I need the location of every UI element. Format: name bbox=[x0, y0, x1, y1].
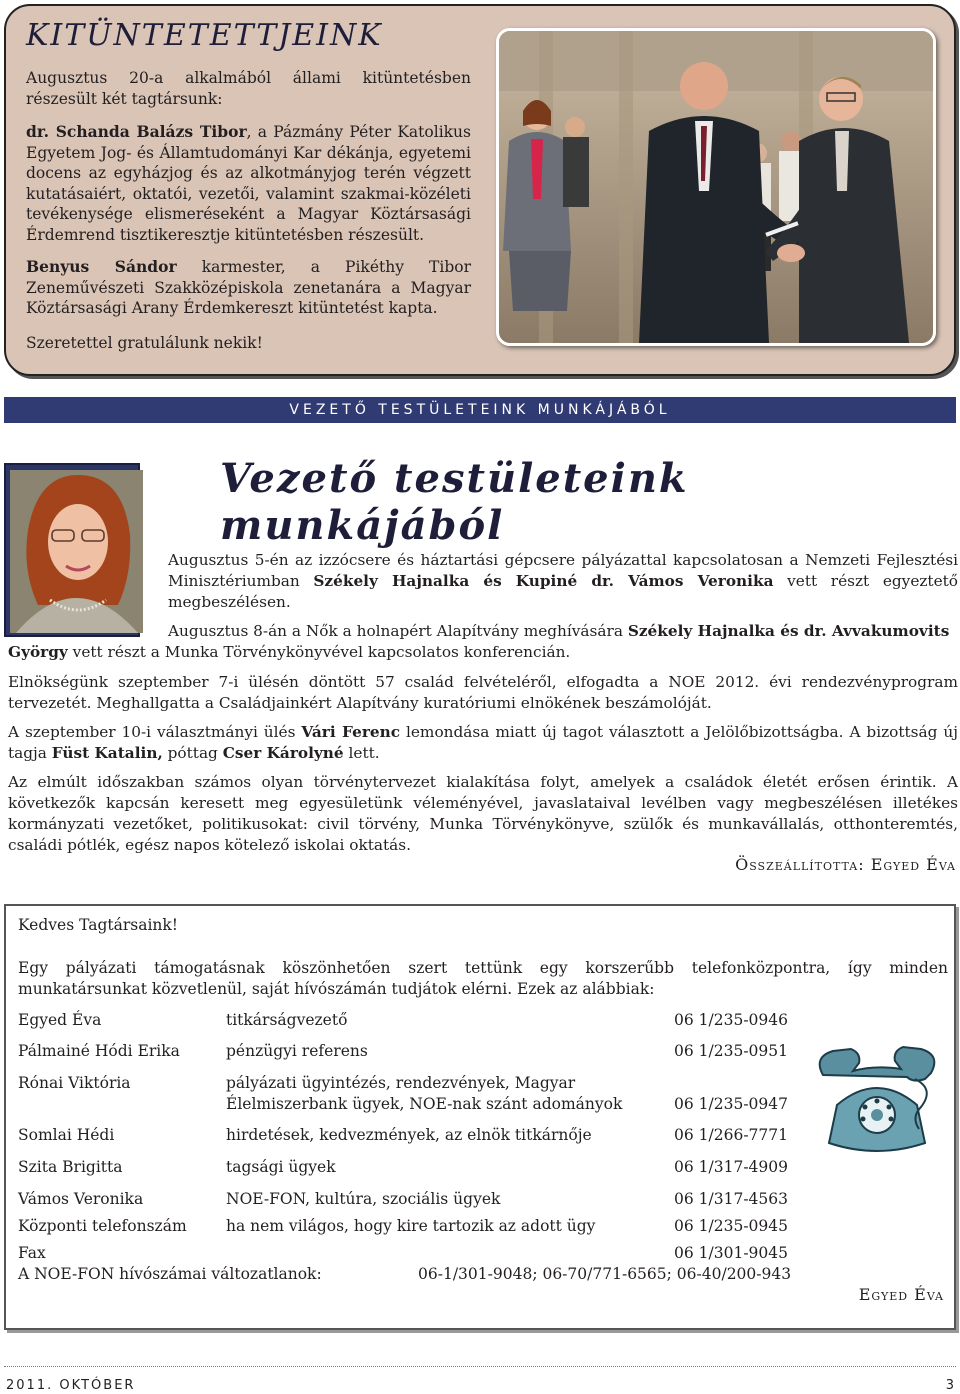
article-heading: Vezető testületeink munkájából bbox=[220, 455, 689, 549]
text-run: vett részt egyeztető megbeszélésen. bbox=[168, 572, 958, 611]
text-run: lemondása miatt új tagot választott a Jelölőbizottságba. A bizottság új tagja bbox=[8, 723, 958, 762]
person-names: Cser Károlyné bbox=[222, 744, 344, 762]
phone-entry-number: 06 1/317-4563 bbox=[674, 1190, 789, 1208]
text-run: lett. bbox=[343, 744, 380, 762]
phone-entry-number: 06 1/317-4909 bbox=[674, 1158, 789, 1176]
phone-entry-role: tagsági ügyek bbox=[226, 1158, 336, 1176]
article-signature: Összeállította: Egyed Éva bbox=[735, 855, 956, 874]
phone-entry-role: titkárságvezető bbox=[226, 1011, 348, 1029]
text-run: vett részt a Munka Törvénykönyvével kapcsolatos konferencián. bbox=[67, 643, 571, 661]
awards-paragraph-schanda bbox=[26, 122, 471, 245]
phone-notice-intro: Egy pályázati támogatásnak köszönhetően szert tettünk egy korszerűbb telefonközpontra, így minden munkatársunkat közvetlenül, saját hívószámán tudjátok elérni. Ezek az alábbiak: bbox=[18, 959, 948, 998]
phone-entry-number: 06 1/235-0945 bbox=[674, 1217, 789, 1235]
phone-entry-number: 06 1/235-0947 bbox=[674, 1095, 789, 1113]
phone-entry-role: pénzügyi referens bbox=[226, 1042, 368, 1060]
article-paragraph bbox=[168, 550, 958, 613]
fixed-numbers-label: A NOE-FON hívószámai változatlanok: bbox=[18, 1265, 322, 1283]
phone-entry-name: Fax bbox=[18, 1244, 46, 1262]
article-paragraph: Az elmúlt időszakban számos olyan törvénytervezet kialakítása folyt, amelyek a családok életét erősen érintik. A következők kapcsán keresett meg egyesületünk véleményével, javaslataival levélben vagy megbeszélésen illetékes kormányzati vezetőket, politikusokat: civil törvény, Munka Törvénykönyve, szülők és munkavállalás, otthonteremtés, családi pótlék, egész napos kötelező iskolai oktatás. bbox=[8, 773, 958, 854]
phone-entry-name: Somlai Hédi bbox=[18, 1126, 115, 1144]
footer-page-number: 3 bbox=[945, 1378, 954, 1393]
phone-entry-role: pályázati ügyintézés, rendezvények, Magyar bbox=[226, 1074, 576, 1092]
phone-entry-number: 06 1/235-0946 bbox=[674, 1011, 789, 1029]
awardee-text: karmester, a Pikéthy Tibor Zeneművészeti Szakközépiskola zenetanára a Magyar Köztársasági Arany Érdemkereszt kitüntetést kapta. bbox=[26, 258, 471, 317]
phone-entry-number: 06 1/266-7771 bbox=[674, 1126, 789, 1144]
awards-title: KITÜNTETETTJEINK bbox=[26, 18, 383, 53]
phone-entry-name: Vámos Veronika bbox=[18, 1190, 144, 1208]
awards-paragraph-benyus bbox=[26, 257, 471, 319]
phone-entry-role: ha nem világos, hogy kire tartozik az adott ügy bbox=[226, 1217, 596, 1235]
phone-notice-signature: Egyed Éva bbox=[858, 1285, 944, 1304]
awards-intro: Augusztus 20-a alkalmából állami kitüntetésben részesült két tagtársunk: bbox=[26, 69, 471, 108]
fixed-numbers: 06-1/301-9048; 06-70/771-6565; 06-40/200-943 bbox=[418, 1265, 792, 1283]
person-names: György bbox=[8, 643, 68, 661]
phone-entry-name: Szita Brigitta bbox=[18, 1158, 123, 1176]
award-ceremony-photo bbox=[496, 28, 936, 346]
phone-entry-name: Egyed Éva bbox=[18, 1011, 102, 1029]
phone-entry-name: Központi telefonszám bbox=[18, 1217, 187, 1235]
award-ceremony-illustration bbox=[499, 31, 933, 343]
person-names: Székely Hajnalka és dr. Avvakumovits bbox=[627, 622, 950, 640]
phone-entry-role: hirdetések, kedvezmények, az elnök titkárnője bbox=[226, 1126, 592, 1144]
phone-entry-name: Rónai Viktória bbox=[18, 1074, 131, 1092]
text-run: Augusztus 5-én az izzócsere és háztartási gépcsere pályázattal kapcsolatosan a Nemzeti Fejlesztési Minisztériumban bbox=[168, 551, 958, 590]
telephone-drawing bbox=[815, 1045, 940, 1155]
footer-divider bbox=[4, 1366, 956, 1367]
telephone-icon bbox=[815, 1045, 940, 1155]
person-names: Székely Hajnalka és Kupiné dr. Vámos Veronika bbox=[313, 572, 774, 590]
footer-issue-date: 2011. OKTÓBER bbox=[6, 1378, 136, 1393]
person-names: Vári Ferenc bbox=[301, 723, 401, 741]
article-paragraph-continued bbox=[8, 642, 958, 663]
phone-entry-number: 06 1/235-0951 bbox=[674, 1042, 789, 1060]
article-paragraph bbox=[8, 722, 958, 764]
phone-entry-role: NOE-FON, kultúra, szociális ügyek bbox=[226, 1190, 501, 1208]
person-names: Füst Katalin, bbox=[51, 744, 163, 762]
portrait-illustration bbox=[10, 470, 143, 633]
phone-entry-role: Élelmiszerbank ügyek, NOE-nak szánt adományok bbox=[226, 1095, 623, 1113]
phone-notice-greeting: Kedves Tagtársaink! bbox=[18, 916, 179, 934]
text-run: póttag bbox=[162, 744, 223, 762]
article-paragraph: Elnökségünk szeptember 7-i ülésén döntött 57 család felvételéről, elfogadta a NOE 2012. évi rendezvényprogram tervezetét. Meghallgatta a Családjainkért Alapítvány kuratóriumi elnökének beszámolóját. bbox=[8, 673, 958, 712]
awardee-name: Benyus Sándor bbox=[26, 257, 177, 276]
phone-entry-name: Pálmainé Hódi Erika bbox=[18, 1042, 180, 1060]
text-run: Augusztus 8-án a Nők a holnapért Alapítvány meghívására bbox=[168, 622, 628, 640]
section-banner: VEZETŐ TESTÜLETEINK MUNKÁJÁBÓL bbox=[4, 397, 956, 423]
awards-closing: Szeretettel gratulálunk nekik! bbox=[26, 334, 263, 352]
awardee-name: dr. Schanda Balázs Tibor bbox=[26, 122, 247, 141]
phone-entry-number: 06 1/301-9045 bbox=[674, 1244, 789, 1262]
author-portrait bbox=[10, 470, 143, 633]
article-paragraph bbox=[168, 621, 958, 642]
awardee-text: , a Pázmány Péter Katolikus Egyetem Jog- és Államtudományi Kar dékánja, egyetemi docens az egyházjog és az alkotmányjog terén végzett kutatásaiért, oktatói, vezetői, valamint szakmai-közéleti tevékenysége elismeréseként a Magyar Köztársasági Érdemrend tisztikeresztje kitüntetésben részesült. bbox=[26, 123, 471, 244]
text-run: A szeptember 10-i választmányi ülés bbox=[8, 723, 302, 741]
